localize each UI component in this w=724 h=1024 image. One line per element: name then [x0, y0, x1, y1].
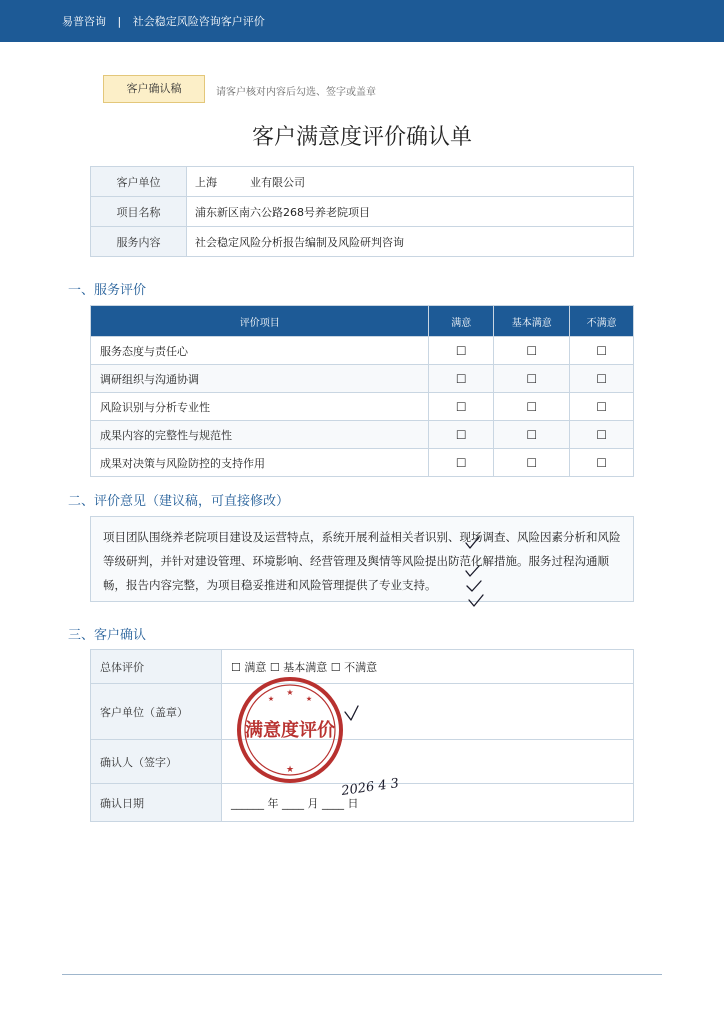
- eval-item-label: 服务态度与责任心: [91, 337, 429, 365]
- table-row: [91, 365, 634, 393]
- header-brand: 易普咨询: [62, 15, 106, 28]
- table-row: [91, 337, 634, 365]
- table-row: [91, 421, 634, 449]
- info-key: 项目名称: [91, 197, 187, 227]
- checkbox-satisfied[interactable]: ☐: [429, 449, 494, 477]
- eval-item-label: 调研组织与沟通协调: [91, 365, 429, 393]
- section-title-opinion: 二、评价意见（建议稿，可直接修改）: [68, 494, 290, 509]
- info-key: 服务内容: [91, 227, 187, 257]
- checkbox-basic[interactable]: ☐: [494, 393, 570, 421]
- info-value: 社会稳定风险分析报告编制及风险研判咨询: [187, 227, 634, 257]
- footer-divider: [62, 974, 662, 975]
- eval-item-label: 成果内容的完整性与规范性: [91, 421, 429, 449]
- table-row: [91, 393, 634, 421]
- col-unsatisfied: 不满意: [570, 306, 634, 337]
- svg-text:★: ★: [286, 688, 294, 697]
- eval-item-label: 成果对决策与风险防控的支持作用: [91, 449, 429, 477]
- checkbox-unsatisfied[interactable]: ☐: [570, 449, 634, 477]
- checkbox-basic[interactable]: ☐: [494, 365, 570, 393]
- checkbox-unsatisfied[interactable]: ☐: [570, 421, 634, 449]
- confirm-row: [91, 650, 634, 684]
- opinion-textbox[interactable]: 项目团队围绕养老院项目建设及运营特点，系统开展利益相关者识别、现场调查、风险因素分析和风险等级研判，并针对建设管理、环境影响、经营管理及舆情等风险提出防范化解措施。服务过程沟通顺畅，报告内容完整，为项目稳妥推进和风险管理提供了专业支持。: [90, 516, 634, 602]
- confirm-row: [91, 740, 634, 784]
- checkbox-satisfied[interactable]: ☐: [429, 365, 494, 393]
- info-row: [91, 167, 634, 197]
- checkbox-satisfied[interactable]: ☐: [429, 421, 494, 449]
- info-value: 浦东新区南六公路268号养老院项目: [187, 197, 634, 227]
- info-value: 上海 业有限公司: [187, 167, 634, 197]
- svg-text:★: ★: [267, 695, 275, 703]
- checkbox-unsatisfied[interactable]: ☐: [570, 365, 634, 393]
- header-subtitle: 社会稳定风险咨询客户评价: [132, 15, 265, 28]
- red-seal-stamp: [236, 676, 344, 784]
- confirm-key: 总体评价: [91, 650, 222, 684]
- confirm-row: [91, 784, 634, 822]
- confirm-key: 客户单位（盖章）: [91, 684, 222, 740]
- info-key: 客户单位: [91, 167, 187, 197]
- checkbox-satisfied[interactable]: ☐: [429, 337, 494, 365]
- svg-text:★: ★: [305, 695, 313, 703]
- col-basic: 基本满意: [494, 306, 570, 337]
- customer-confirm-table: [90, 649, 634, 822]
- checkbox-satisfied[interactable]: ☐: [429, 393, 494, 421]
- svg-text:★: ★: [285, 765, 295, 775]
- checkbox-basic[interactable]: ☐: [494, 421, 570, 449]
- eval-item-label: 风险识别与分析专业性: [91, 393, 429, 421]
- header-text: [62, 13, 265, 29]
- top-header-bar: [0, 0, 724, 42]
- date-field[interactable]: ______ 年 ____ 月 ____ 日: [222, 784, 634, 822]
- handwritten-date: 2026 4 3: [340, 776, 400, 799]
- checkbox-basic[interactable]: ☐: [494, 337, 570, 365]
- col-satisfied: 满意: [429, 306, 494, 337]
- info-row: [91, 227, 634, 257]
- info-row: [91, 197, 634, 227]
- page-title: 客户满意度评价确认单: [251, 125, 472, 150]
- col-item: 评价项目: [91, 306, 429, 337]
- stamp-text: 满意度评价: [245, 720, 335, 741]
- table-row: [91, 449, 634, 477]
- section-title-confirm: 三、客户确认: [68, 628, 147, 643]
- draft-note: 请客户核对内容后勾选、签字或盖章: [216, 87, 376, 98]
- confirm-key: 确认日期: [91, 784, 222, 822]
- overall-rating-options[interactable]: ☐ 满意 ☐ 基本满意 ☐ 不满意: [222, 650, 634, 684]
- project-info-table: [90, 166, 634, 257]
- checkbox-unsatisfied[interactable]: ☐: [570, 393, 634, 421]
- header-separator: |: [117, 15, 122, 28]
- draft-badge: 客户确认稿: [103, 75, 205, 103]
- checkbox-unsatisfied[interactable]: ☐: [570, 337, 634, 365]
- confirm-key: 确认人（签字）: [91, 740, 222, 784]
- service-evaluation-table: [90, 305, 634, 477]
- section-title-service: 一、服务评价: [68, 283, 147, 298]
- eval-header-row: [91, 306, 634, 337]
- confirm-row: [91, 684, 634, 740]
- checkbox-basic[interactable]: ☐: [494, 449, 570, 477]
